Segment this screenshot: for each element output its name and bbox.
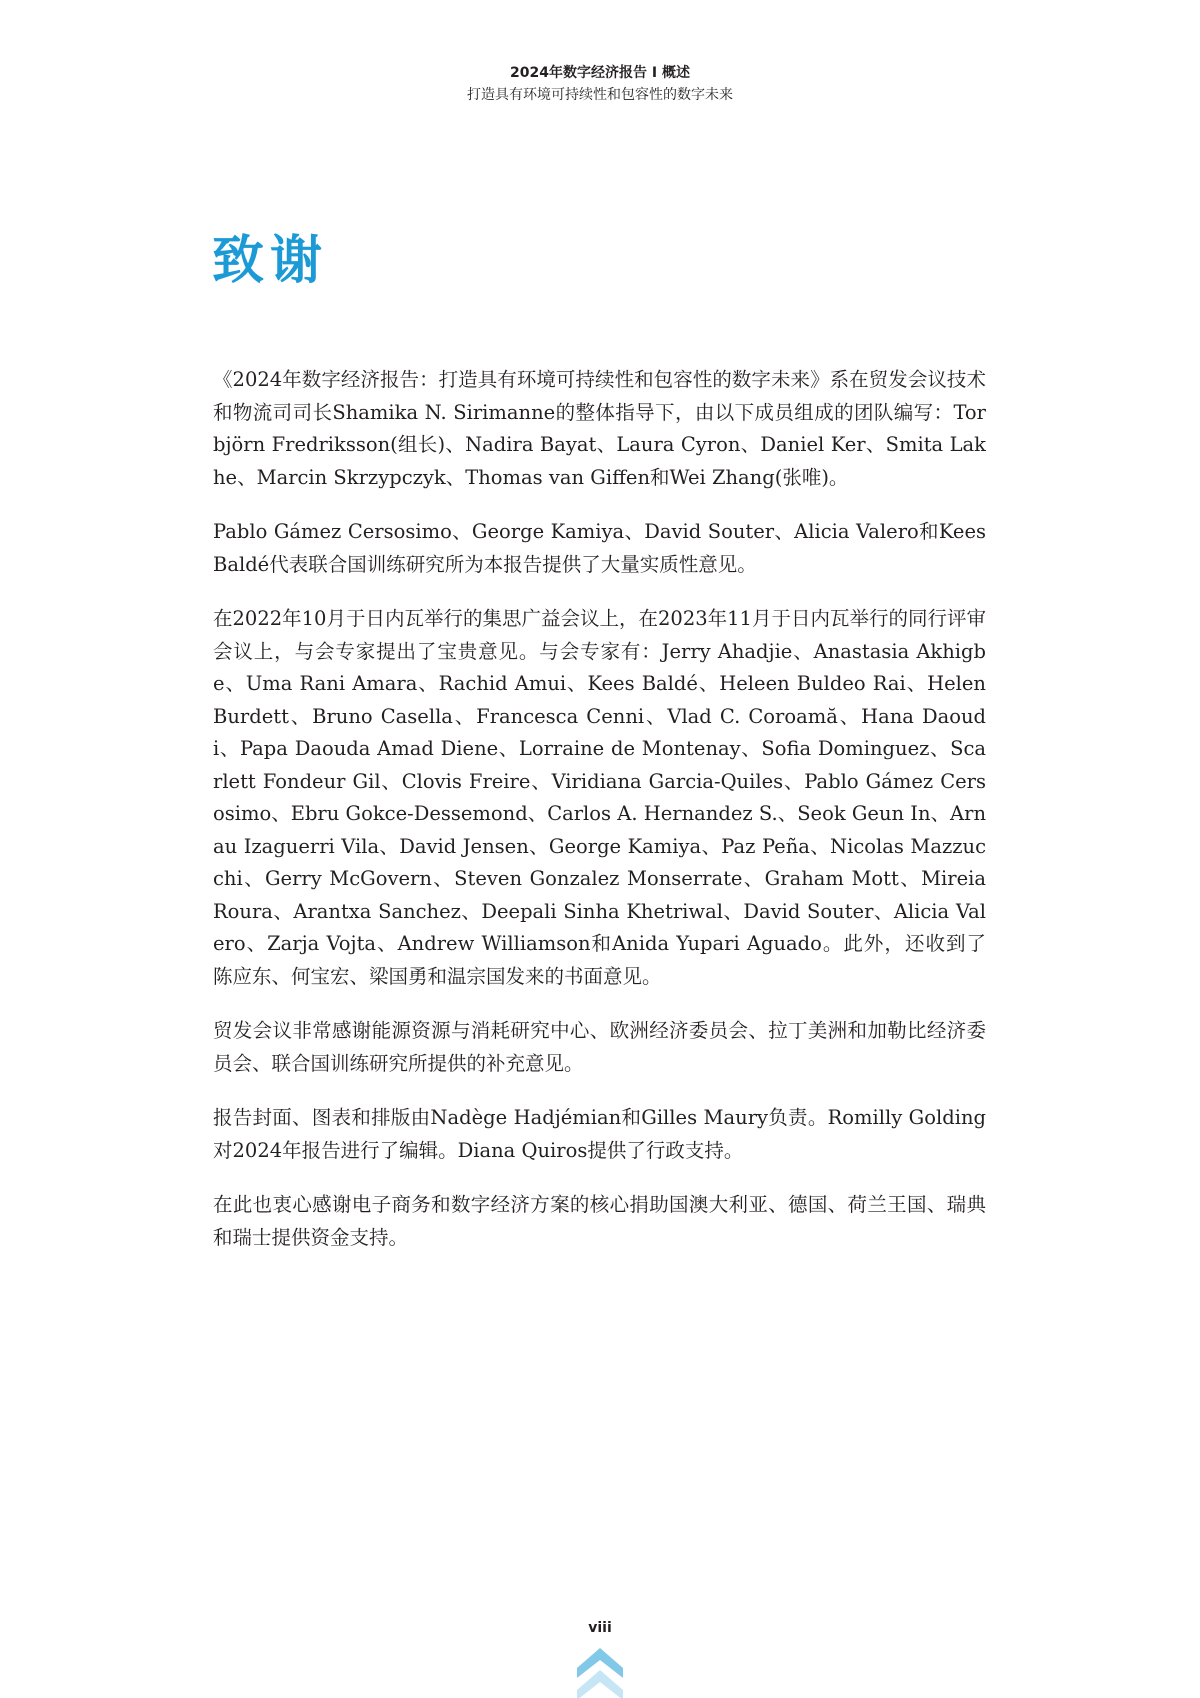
running-header	[0, 62, 1200, 106]
paragraph-experts: 在2022年10月于日内瓦举行的集思广益会议上，在2023年11月于日内瓦举行的同行评审会议上，与会专家提出了宝贵意见。与会专家有：Jerry Ahadjie、Anastasia Akhigbe、Uma Rani Amara、Rachid Amui、Kees Baldé、Heleen Buldeo Rai、Helen Burdett、Bruno Casella、Francesca Cenni、Vlad C. Coroamă、Hana Daoudi、Papa Daouda Amad Diene、Lorraine de Montenay、Sofia Dominguez、Scarlett Fondeur Gil、Clovis Freire、Viridiana Garcia-Quiles、Pablo Gámez Cersosimo、Ebru Gokce-Dessemond、Carlos A. Hernandez S.、Seok Geun In、Arnau Izaguerri Vila、David Jensen、George Kamiya、Paz Peña、Nicolas Mazzucchi、Gerry McGovern、Steven Gonzalez Monserrate、Graham Mott、Mireia Roura、Arantxa Sanchez、Deepali Sinha Khetriwal、David Souter、Alicia Valero、Zarja Vojta、Andrew Williamson和Anida Yupari Aguado。此外，还收到了陈应东、何宝宏、梁国勇和温宗国发来的书面意见。	[213, 607, 987, 988]
page-title: 致谢	[212, 231, 329, 291]
acknowledgements-body	[213, 364, 986, 1276]
paragraph-team: 《2024年数字经济报告：打造具有环境可持续性和包容性的数字未来》系在贸发会议技术和物流司司长Shamika N. Sirimanne的整体指导下，由以下成员组成的团队编写：Torbjörn Fredriksson(组长)、Nadira Bayat、Laura Cyron、Daniel Ker、Smita Lakhe、Marcin Skrzypczyk、Thomas van Giffen和Wei Zhang(张唯)。	[213, 368, 986, 489]
up-arrow-icon[interactable]	[577, 1648, 623, 1698]
paragraph-design-editing: 报告封面、图表和排版由Nadège Hadjémian和Gilles Maury负责。Romilly Golding对2024年报告进行了编辑。Diana Quiros提供了行政支持。	[213, 1106, 986, 1162]
report-title-header: 2024年数字经济报告 I 概述	[510, 65, 690, 81]
paragraph-unitar: Pablo Gámez Cersosimo、George Kamiya、David Souter、Alicia Valero和Kees Baldé代表联合国训练研究所为本报告提供了大量实质性意见。	[213, 520, 986, 576]
report-subtitle-header: 打造具有环境可持续性和包容性的数字未来	[467, 87, 733, 103]
paragraph-funding: 在此也衷心感谢电子商务和数字经济方案的核心捐助国澳大利亚、德国、荷兰王国、瑞典和瑞士提供资金支持。	[213, 1193, 986, 1249]
paragraph-additional-input: 贸发会议非常感谢能源资源与消耗研究中心、欧洲经济委员会、拉丁美洲和加勒比经济委员会、联合国训练研究所提供的补充意见。	[213, 1019, 986, 1075]
page-number: viii	[588, 1620, 612, 1636]
